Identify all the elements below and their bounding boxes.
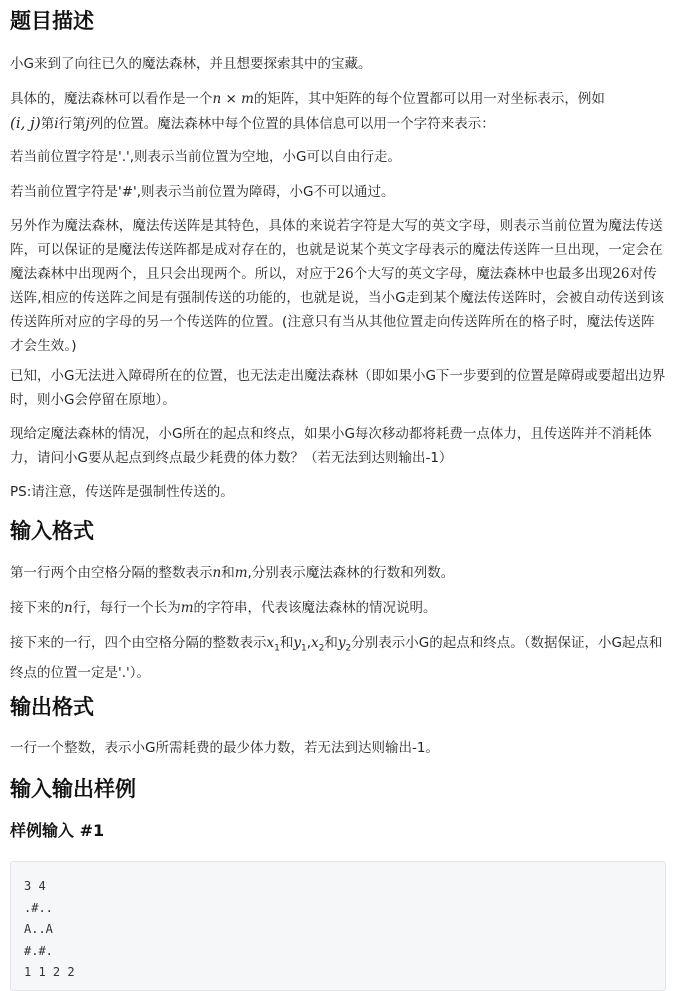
sample-input-heading: 样例输入 #1 (10, 821, 105, 840)
code-line: #.#. (24, 943, 53, 958)
input-format-paragraph: 接下来的一行，四个由空格分隔的整数表示$x_1$和$y_1,x_2$和$y_2$分别表示小G的起点和终点。（数据保证，小G起点和终点的位置一定是'.'）。 (10, 635, 663, 681)
input-format-heading: 输入格式 (10, 519, 94, 543)
code-line: 1 1 2 2 (24, 965, 75, 979)
output-format-heading: 输出格式 (10, 695, 94, 719)
input-format-paragraph: 接下来的n行，每行一个长为m的字符串，代表该魔法森林的情况说明。 (10, 600, 437, 616)
sample-input-code-block[interactable] (10, 861, 666, 991)
description-heading: 题目描述 (10, 9, 94, 33)
description-paragraph: 已知，小G无法进入障碍所在的位置，也无法走出魔法森林（即如果小G下一步要到的位置是障碍或要超出边界时，则小G会停留在原地）。 (10, 368, 666, 408)
description-paragraph: 另外作为魔法森林，魔法传送阵是其特色，具体的来说若字符是大写的英文字母，则表示当前位置为魔法传送阵，可以保证的是魔法传送阵都是成对存在的，也就是说某个英文字母表示的魔法传送阵一旦出现，一定会在魔法森林中出现两个，且只会出现两个。所以，对应于26个大写的英文字母，魔法森林中也最多出现26对传送阵,相应的传送阵之间是有强制传送的功能的，也就是说，当小G走到某个魔法传送阵时，会被自动传送到该传送阵所对应的字母的另一个传送阵的位置。(注意只有当从其他位置走向传送阵所在的格子时，魔法传送阵才会生效。) (10, 218, 665, 354)
description-paragraph: 小G来到了向往已久的魔法森林，并且想要探索其中的宝藏。 (10, 56, 372, 72)
description-paragraph: PS:请注意，传送阵是强制性传送的。 (10, 484, 234, 500)
code-line: 3 4 (24, 879, 46, 893)
description-paragraph: 若当前位置字符是'#',则表示当前位置为障碍，小G不可以通过。 (10, 184, 395, 200)
code-line: A..A (24, 922, 53, 936)
description-paragraph: 具体的，魔法森林可以看作是一个n × m的矩阵，其中矩阵的每个位置都可以用一对坐标表示，例如 (i, j)第i行第j列的位置。魔法森林中每个位置的具体信息可以用一个字符来表示： (10, 91, 605, 132)
code-line: .#.. (24, 900, 53, 915)
description-paragraph: 现给定魔法森林的情况，小G所在的起点和终点，如果小G每次移动都将耗费一点体力，且传送阵并不消耗体力，请问小G要从起点到终点最少耗费的体力数？（若无法到达则输出-1） (10, 426, 652, 466)
output-format-paragraph: 一行一个整数，表示小G所需耗费的最少体力数，若无法到达则输出-1。 (10, 740, 439, 756)
description-paragraph: 若当前位置字符是'.',则表示当前位置为空地，小G可以自由行走。 (10, 149, 401, 165)
samples-heading: 输入输出样例 (10, 777, 136, 801)
input-format-paragraph: 第一行两个由空格分隔的整数表示n和m,分别表示魔法森林的行数和列数。 (10, 565, 455, 581)
